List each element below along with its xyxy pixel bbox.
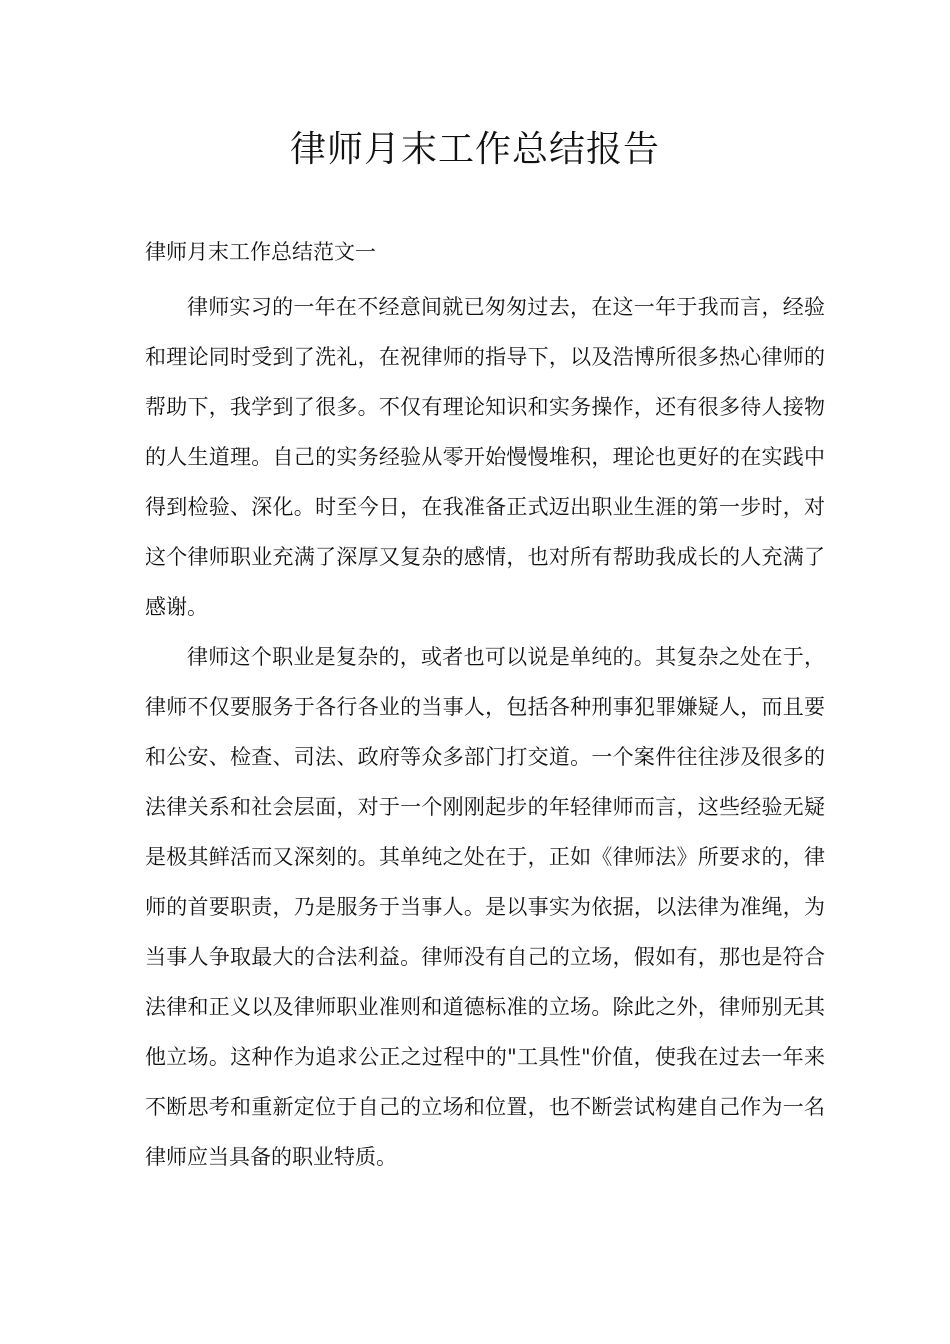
- document-title: 律师月末工作总结报告: [289, 129, 660, 170]
- document-subtitle: 律师月末工作总结范文一: [145, 240, 376, 264]
- paragraph-2: 律师这个职业是复杂的，或者也可以说是单纯的。其复杂之处在于，律师不仅要服务于各行各业的当事人，包括各种刑事犯罪嫌疑人，而且要和公安、检查、司法、政府等众多部门打交道。一个案件往往涉及很多的法律关系和社会层面，对于一个刚刚起步的年轻律师而言，这些经验无疑是极其鲜活而又深刻的。其单纯之处在于，正如《律师法》所要求的，律师的首要职责，乃是服务于当事人。是以事实为依据，以法律为准绳，为当事人争取最大的合法利益。律师没有自己的立场，假如有，那也是符合法律和正义以及律师职业准则和道德标准的立场。除此之外，律师别无其他立场。这种作为追求公正之过程中的"工具性"价值，使我在过去一年来不断思考和重新定位于自己的立场和位置，也不断尝试构建自己作为一名律师应当具备的职业特质。: [145, 645, 825, 1169]
- document-body: [145, 282, 825, 1182]
- paragraph-1: 律师实习的一年在不经意间就已匆匆过去，在这一年于我而言，经验和理论同时受到了洗礼，在祝律师的指导下，以及浩博所很多热心律师的帮助下，我学到了很多。不仅有理论知识和实务操作，还有很多待人接物的人生道理。自己的实务经验从零开始慢慢堆积，理论也更好的在实践中得到检验、深化。时至今日，在我准备正式迈出职业生涯的第一步时，对这个律师职业充满了深厚又复杂的感情，也对所有帮助我成长的人充满了感谢。: [145, 295, 825, 619]
